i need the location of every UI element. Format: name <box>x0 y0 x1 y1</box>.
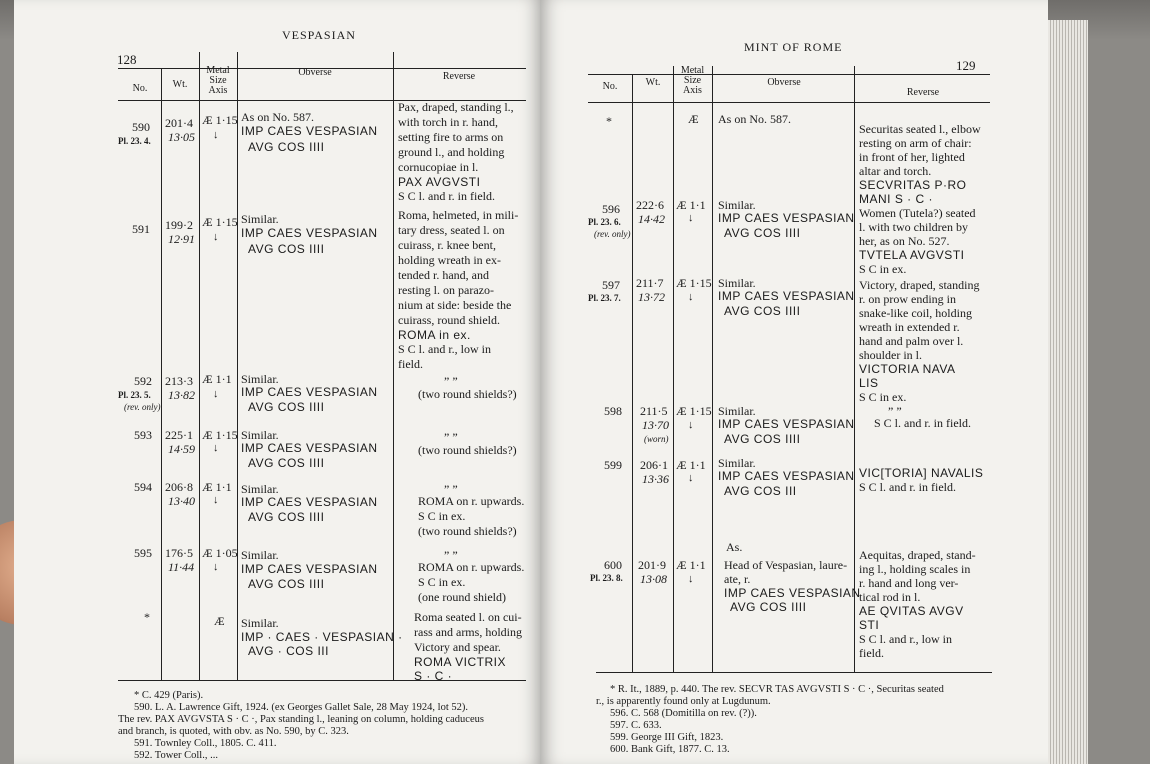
axis-arrow-icon: ↓ <box>688 291 694 303</box>
column-rule <box>673 66 674 672</box>
right-page: 129 MINT OF ROME No. Wt. Metal Size Axis Obverse Reverse * Æ As on No. 587. Securitas seated l., elbow resting on arm of chair: in front of her, lighted altar and torch. SECVRITAS P·RO MANI S · C · 596 Pl. 23. 6. (rev. only) 222·6 14·42 Æ 1·1 ↓ Similar. IMP CAES VESPASIAN AVG COS IIII Women (Tutela?) seated l. with two children by her, as on No. 527. TVTELA AVGVSTI S C in ex. 597 Pl. 23. 7. 211·7 13·72 Æ 1·15 ↓ Similar. IMP CAES VESPASIAN AVG COS IIII Victory, draped, standing r. on prow ending in snake-like coil, holding wreath in extended r. hand and palm over l. shoulder in l. VICTORIA NAVA LIS S C in ex. 598 211·5 13·70 (worn) Æ 1·15 ↓ Similar. IMP CAES VESPASIAN AVG COS IIII ” ” S C l. and r. in field. 599 206·1 13·36 Æ 1·1 ↓ Similar. IMP CAES VESPASIAN AVG COS III VIC[TORIA] NAVALIS S C l. and r. in field. As. 600 Pl. 23. 8. 201·9 13·08 Æ 1·1 ↓ Head of Vespasian, laure- ate, r. IMP CAES VESPASIAN AVG COS IIII Aequitas, draped, stand- ing l., holding scales in r. hand and long ver- tical rod in l. AE QVITAS AVGV STI S C l. and r., low in field. * R. It., 1889, p. 440. The rev. SECVR TAS AVGVSTI S · C ·, Securitas seated r., is apparently found only at Lugdunum. 596. C. 568 (Domitilla on rev. (?)). 597. C. 633. 599. George III Gift, 1823. 600. Bank Gift, 1877. C. 13. <box>540 0 1048 764</box>
table-rule <box>588 102 990 103</box>
column-rule <box>854 66 855 672</box>
axis-arrow-icon: ↓ <box>688 573 694 585</box>
header-obverse: Obverse <box>767 77 801 88</box>
ditto-marks: ” ” <box>444 430 458 444</box>
axis-arrow-icon: ↓ <box>688 419 694 431</box>
header-no: No. <box>602 81 618 92</box>
header-wt: Wt. <box>172 79 188 90</box>
section-heading: As. <box>726 540 743 554</box>
page-edges <box>1048 20 1088 764</box>
axis-arrow-icon: ↓ <box>213 494 219 506</box>
column-rule <box>712 66 713 672</box>
column-rule <box>632 74 633 672</box>
header-wt: Wt. <box>645 77 661 88</box>
axis-arrow-icon: ↓ <box>213 129 219 141</box>
column-rule <box>393 52 394 680</box>
axis-arrow-icon: ↓ <box>213 231 219 243</box>
axis-arrow-icon: ↓ <box>688 212 694 224</box>
ditto-marks: ” ” <box>444 548 458 562</box>
running-head: MINT OF ROME <box>744 40 843 54</box>
footnotes: * R. It., 1889, p. 440. The rev. SECVR TAS AVGVSTI S · C ·, Securitas seated r., is apparently found only at Lugdunum. 596. C. 568 (Domitilla on rev. (?)). 597. C. 633. 599. George III Gift, 1823. 600. Bank Gift, 1877. C. 13. <box>596 684 944 755</box>
page-number: 129 <box>956 58 976 73</box>
header-metal: Metal Size Axis <box>680 65 705 96</box>
column-rule <box>161 68 162 680</box>
ditto-marks: ” ” <box>444 374 458 388</box>
axis-arrow-icon: ↓ <box>688 472 694 484</box>
running-head: VESPASIAN <box>282 28 356 42</box>
header-no: No. <box>132 83 148 94</box>
footnotes: * C. 429 (Paris). 590. L. A. Lawrence Gift, 1924. (ex Georges Gallet Sale, 28 May 1924, lot 52). The rev. PAX AVGVSTA S · C ·, Pax standing l., leaning on column, holding caduceus and branch, is quoted, with obv. as No. 590, by C. 323. 591. Townley Coll., 1805. C. 411. 592. Tower Coll., ... <box>118 690 484 761</box>
header-reverse: Reverse <box>906 87 940 98</box>
column-rule <box>237 52 238 680</box>
header-reverse: Reverse <box>442 71 476 82</box>
left-page: 128 VESPASIAN No. Wt. Metal Size Axis Obverse Reverse 590 Pl. 23. 4. 201·4 13·05 Æ 1·15 ↓ As on No. 587. IMP CAES VESPASIAN AVG COS IIII Pax, draped, standing l., with torch in r. hand, setting fire to arms on ground l., and holding cornucopiae in l. PAX AVGVSTI S C l. and r. in field. 591 199·2 12·91 Æ 1·15 ↓ Similar. IMP CAES VESPASIAN AVG COS IIII Roma, helmeted, in mili- tary dress, seated l. on cuirass, r. knee bent, holding wreath in ex- tended r. hand, and resting l. on parazo- nium at side: beside the cuirass, round shield. ROMA in ex. S C l. and r., low in field. 592 Pl. 23. 5. (rev. only) 213·3 13·82 Æ 1·1 ↓ Similar. IMP CAES VESPASIAN AVG COS IIII ” ” (two round shields?) 593 225·1 14·59 Æ 1·15 ↓ Similar. IMP CAES VESPASIAN AVG COS IIII ” ” (two round shields?) 594 206·8 13·40 Æ 1·1 ↓ Similar. IMP CAES VESPASIAN AVG COS IIII ” ” ROMA on r. upwards. S C in ex. (two round shields?) 595 176·5 11·44 Æ 1·05 ↓ Similar. IMP CAES VESPASIAN AVG COS IIII ” ” ROMA on r. upwards. S C in ex. (one round shield) * Æ Similar. IMP · CAES · VESPASIAN · AVG · COS III Roma seated l. on cui- rass and arms, holding Victory and spear. ROMA VICTRIX S · C · * C. 429 (Paris). 590. L. A. Lawrence Gift, 1924. (ex Georges Gallet Sale, 28 May 1924, lot 52). The rev. PAX AVGVSTA S · C ·, Pax standing l., leaning on column, holding caduceus and branch, is quoted, with obv. as No. 590, by C. 323. 591. Townley Coll., 1805. C. 411. 592. Tower Coll., ... <box>14 0 540 764</box>
header-metal: Metal Size Axis <box>206 65 230 96</box>
header-obverse: Obverse <box>298 67 332 78</box>
column-rule <box>199 52 200 680</box>
table-rule <box>588 74 990 75</box>
axis-arrow-icon: ↓ <box>213 388 219 400</box>
page-number: 128 <box>117 52 137 67</box>
table-rule <box>596 672 992 673</box>
ditto-marks: ” ” <box>444 482 458 496</box>
ditto-marks: ” ” <box>888 404 902 418</box>
axis-arrow-icon: ↓ <box>213 561 219 573</box>
axis-arrow-icon: ↓ <box>213 442 219 454</box>
